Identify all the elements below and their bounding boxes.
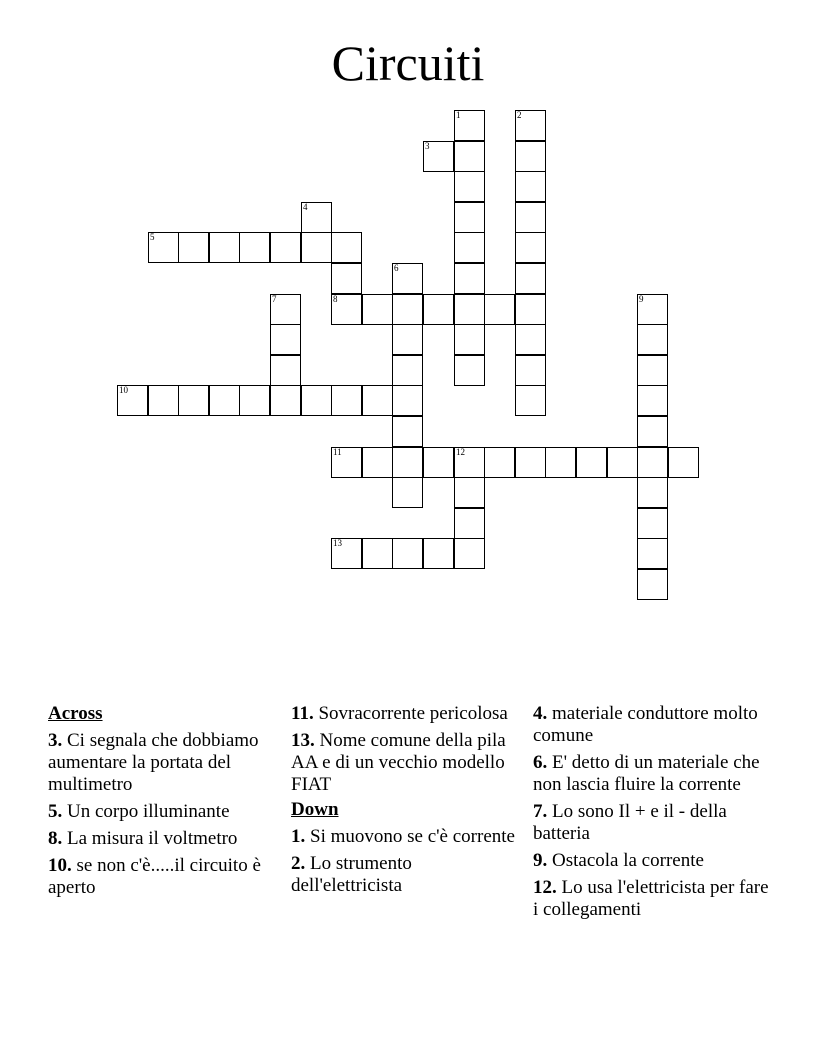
grid-cell[interactable] (454, 110, 485, 141)
grid-cell[interactable] (637, 477, 668, 508)
grid-cell[interactable] (637, 355, 668, 386)
clue-number: 8 (333, 294, 338, 304)
grid-cell[interactable] (301, 202, 332, 233)
grid-cell[interactable] (392, 385, 423, 416)
grid-cell[interactable] (515, 385, 546, 416)
clue-down-4: 4. materiale conduttore molto comune (533, 703, 758, 746)
grid-cell[interactable] (515, 263, 546, 294)
grid-cell[interactable] (270, 324, 301, 355)
clue-number: 2 (517, 110, 522, 120)
grid-cell[interactable] (270, 385, 301, 416)
grid-cell[interactable] (392, 263, 423, 294)
grid-cell[interactable] (454, 447, 485, 478)
clue-number: 13 (333, 538, 342, 548)
grid-cell[interactable] (331, 232, 362, 263)
grid-cell[interactable] (515, 447, 546, 478)
grid-cell[interactable] (515, 171, 546, 202)
clue-down-7: 7. Lo sono Il + e il - della batteria (533, 801, 727, 844)
grid-cell[interactable] (545, 447, 576, 478)
grid-cell[interactable] (331, 294, 362, 325)
grid-cell[interactable] (454, 324, 485, 355)
grid-cell[interactable] (392, 355, 423, 386)
grid-cell[interactable] (515, 141, 546, 172)
grid-cell[interactable] (148, 232, 179, 263)
grid-cell[interactable] (515, 324, 546, 355)
grid-cell[interactable] (637, 447, 668, 478)
grid-cell[interactable] (362, 294, 393, 325)
clue-across-10: 10. se non c'è.....il circuito è aperto (48, 855, 261, 898)
puzzle-title: Circuiti (331, 35, 485, 91)
grid-cell[interactable] (576, 447, 607, 478)
grid-cell[interactable] (637, 385, 668, 416)
grid-cell[interactable] (454, 508, 485, 539)
grid-cell[interactable] (637, 324, 668, 355)
clue-down-2: 2. Lo strumento dell'elettricista (291, 853, 412, 896)
grid-cell[interactable] (301, 385, 332, 416)
grid-cell[interactable] (270, 294, 301, 325)
grid-cell[interactable] (392, 416, 423, 447)
grid-cell[interactable] (515, 232, 546, 263)
grid-cell[interactable] (362, 538, 393, 569)
grid-cell[interactable] (637, 569, 668, 600)
clue-number: 3 (425, 141, 430, 151)
clue-across-3: 3. Ci segnala che dobbiamo aumentare la portata del multimetro (48, 730, 259, 795)
grid-cell[interactable] (392, 447, 423, 478)
grid-cell[interactable] (454, 538, 485, 569)
across-heading: Across (48, 703, 103, 724)
grid-cell[interactable] (454, 171, 485, 202)
grid-cell[interactable] (423, 294, 454, 325)
clue-number: 12 (456, 447, 465, 457)
grid-cell[interactable] (270, 232, 301, 263)
clues-column-2 (291, 703, 517, 897)
grid-cell[interactable] (148, 385, 179, 416)
grid-cell[interactable] (515, 202, 546, 233)
clue-number: 9 (639, 294, 644, 304)
grid-cell[interactable] (392, 324, 423, 355)
grid-cell[interactable] (270, 355, 301, 386)
grid-cell[interactable] (454, 202, 485, 233)
grid-cell[interactable] (637, 508, 668, 539)
grid-cell[interactable] (637, 538, 668, 569)
grid-cell[interactable] (392, 538, 423, 569)
grid-cell[interactable] (484, 447, 515, 478)
clue-across-11: 11. Sovracorrente pericolosa (291, 703, 508, 724)
grid-cell[interactable] (239, 232, 270, 263)
grid-cell[interactable] (178, 232, 209, 263)
grid-cell[interactable] (454, 294, 485, 325)
grid-cell[interactable] (454, 355, 485, 386)
grid-cell[interactable] (515, 355, 546, 386)
grid-cell[interactable] (423, 447, 454, 478)
grid-cell[interactable] (423, 538, 454, 569)
grid-cell[interactable] (209, 232, 240, 263)
grid-cell[interactable] (392, 294, 423, 325)
grid-cell[interactable] (331, 263, 362, 294)
down-heading: Down (291, 799, 339, 820)
grid-cell[interactable] (301, 232, 332, 263)
clue-number: 10 (119, 385, 128, 395)
grid-cell[interactable] (668, 447, 699, 478)
clue-across-13: 13. Nome comune della pila AA e di un vecchio modello FIAT (291, 730, 506, 795)
clue-number: 6 (394, 263, 399, 273)
clue-number: 5 (150, 232, 155, 242)
grid-cell[interactable] (637, 294, 668, 325)
grid-cell[interactable] (178, 385, 209, 416)
grid-cell[interactable] (209, 385, 240, 416)
clue-down-6: 6. E' detto di un materiale che non lascia fluire la corrente (533, 752, 760, 795)
grid-cell[interactable] (331, 447, 362, 478)
grid-cell[interactable] (484, 294, 515, 325)
grid-cell[interactable] (362, 447, 393, 478)
clue-down-9: 9. Ostacola la corrente (533, 850, 704, 871)
clue-down-1: 1. Si muovono se c'è corrente (291, 826, 515, 847)
grid-cell[interactable] (331, 538, 362, 569)
clue-down-12: 12. Lo usa l'elettricista per fare i collegamenti (533, 877, 769, 920)
grid-cell[interactable] (515, 294, 546, 325)
clue-across-8: 8. La misura il voltmetro (48, 828, 238, 849)
grid-cell[interactable] (454, 263, 485, 294)
grid-cell[interactable] (392, 477, 423, 508)
grid-cell[interactable] (454, 232, 485, 263)
clues-column-1 (48, 703, 274, 899)
grid-cell[interactable] (454, 141, 485, 172)
clue-number: 11 (333, 447, 342, 457)
grid-cell[interactable] (117, 385, 148, 416)
clue-number: 1 (456, 110, 461, 120)
clue-across-5: 5. Un corpo illuminante (48, 801, 230, 822)
clue-number: 7 (272, 294, 277, 304)
grid-cell[interactable] (515, 110, 546, 141)
grid-cell[interactable] (331, 385, 362, 416)
grid-cell[interactable] (362, 385, 393, 416)
grid-cell[interactable] (239, 385, 270, 416)
grid-cell[interactable] (637, 416, 668, 447)
grid-cell[interactable] (607, 447, 638, 478)
grid-cell[interactable] (423, 141, 454, 172)
grid-cell[interactable] (454, 477, 485, 508)
clue-number: 4 (303, 202, 308, 212)
clues-column-3 (533, 703, 773, 921)
